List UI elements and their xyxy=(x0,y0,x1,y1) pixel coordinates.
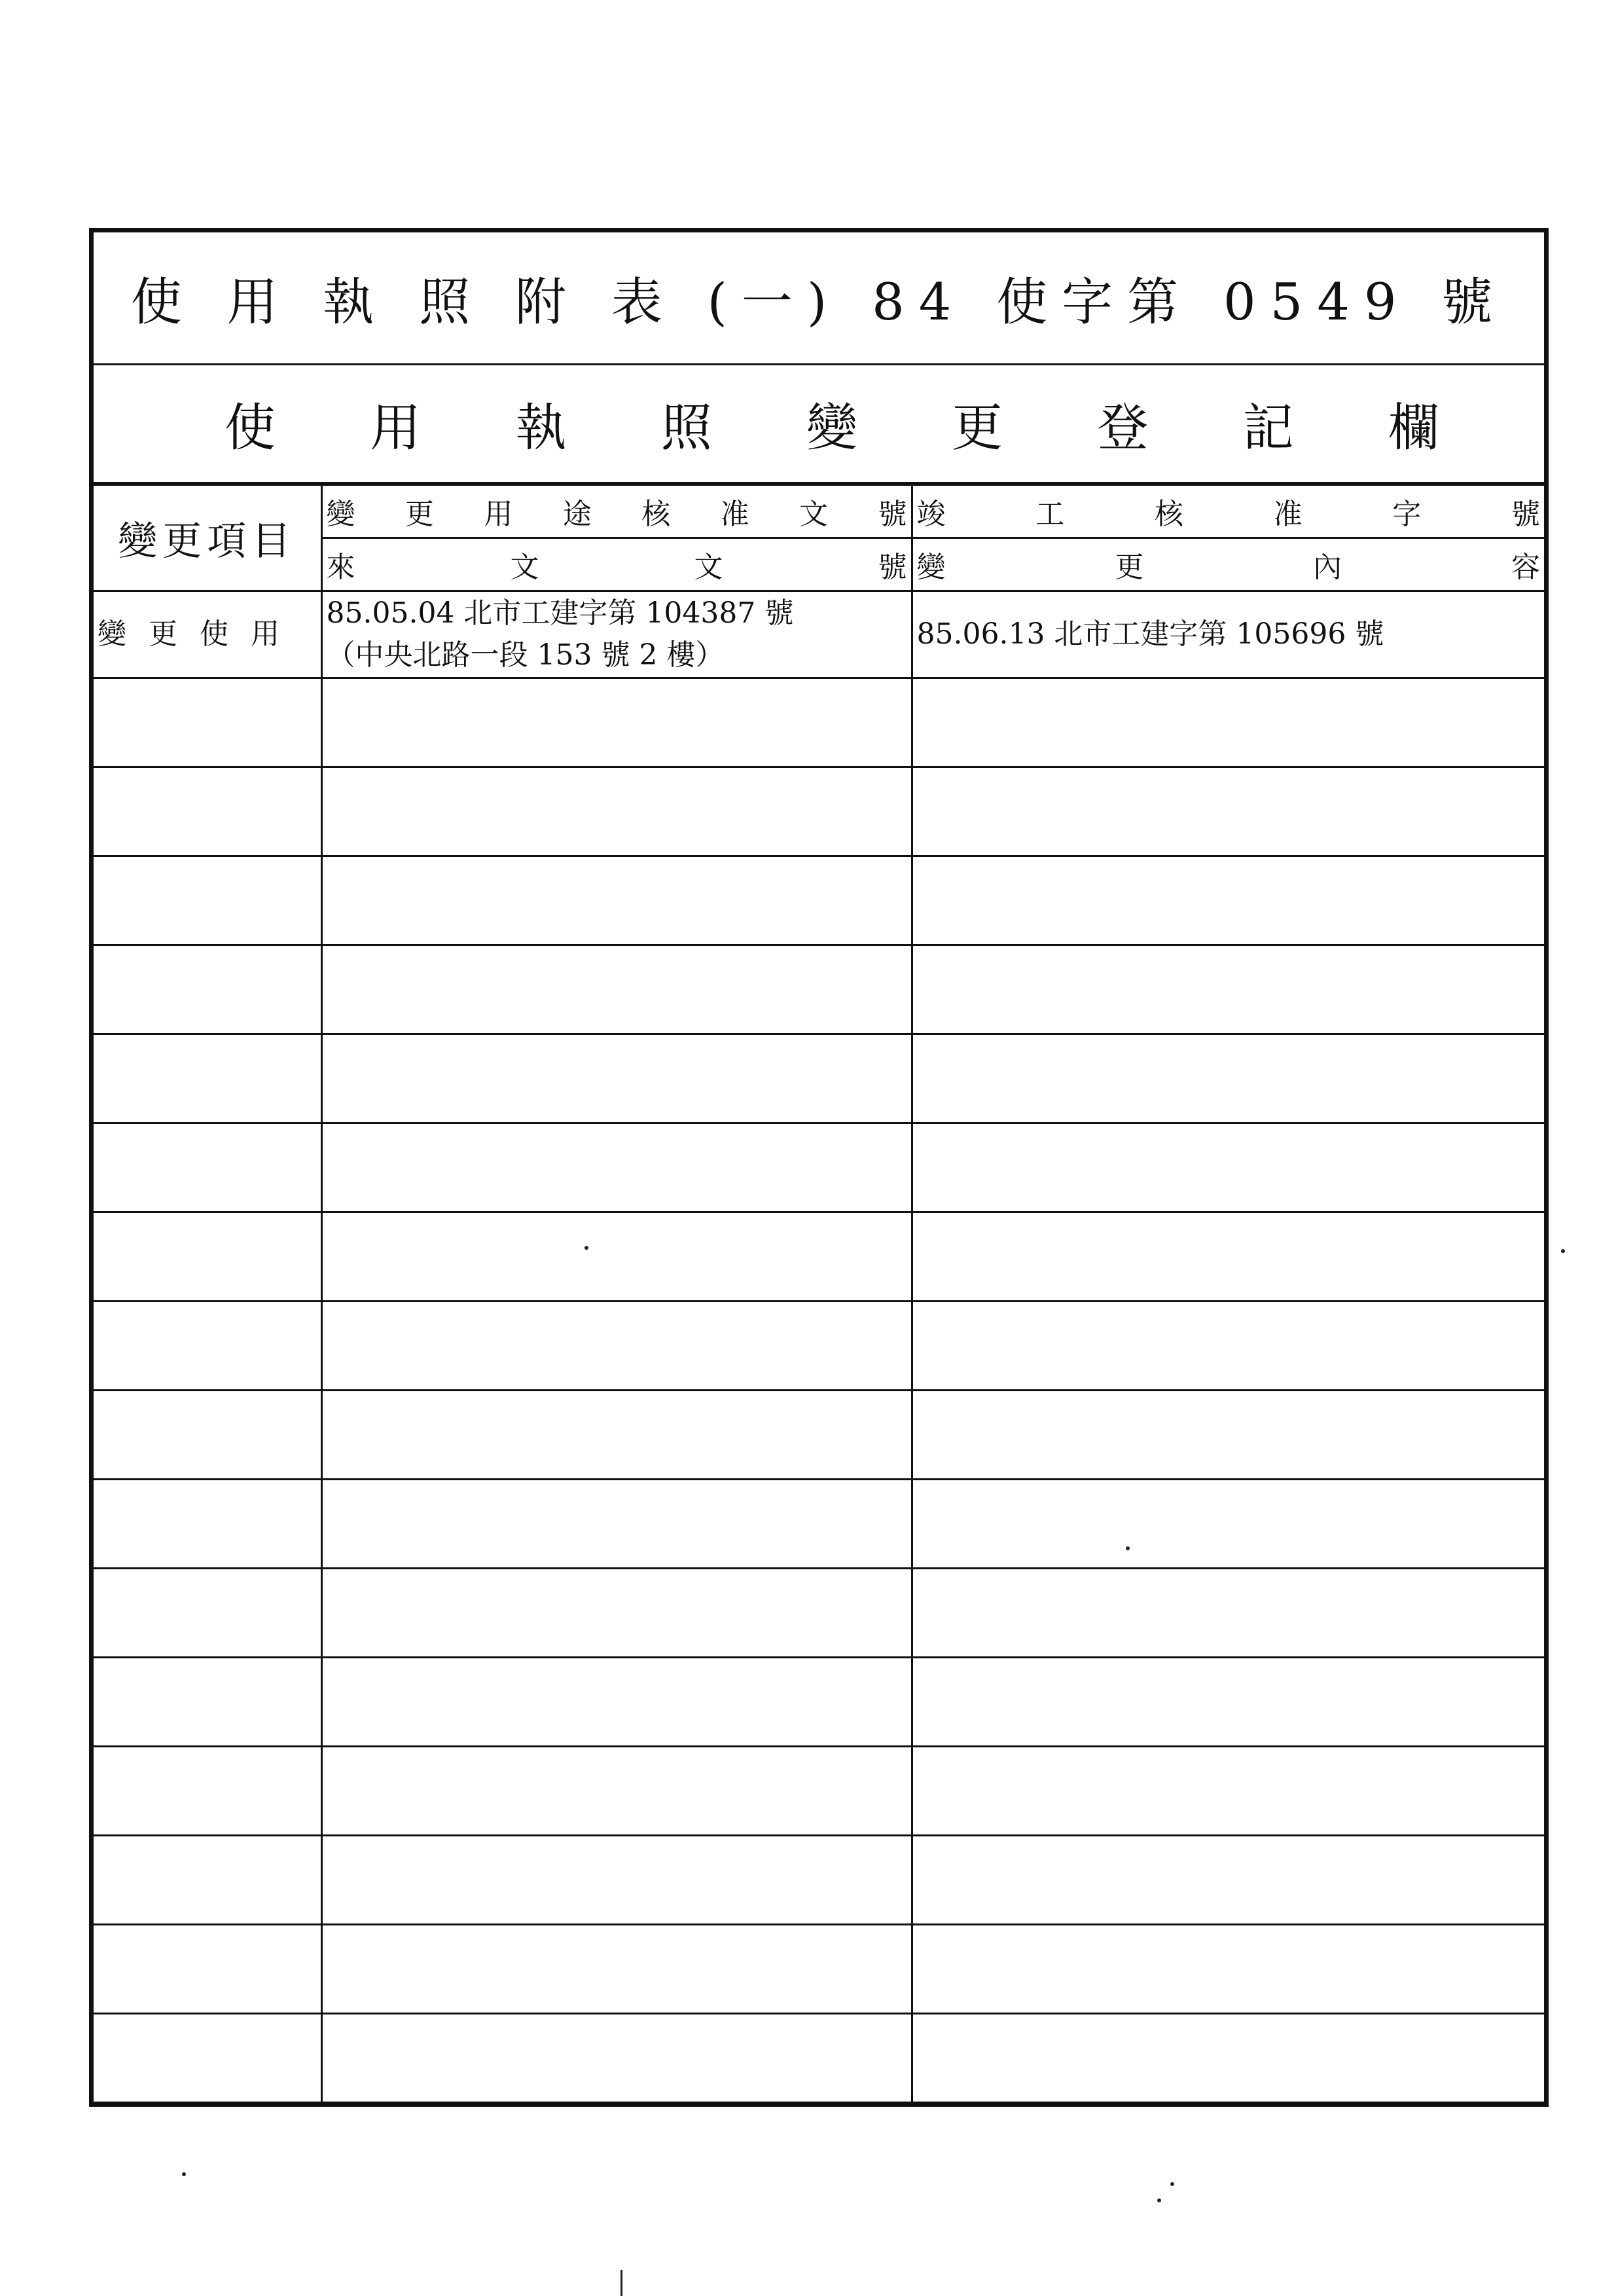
table-row-empty xyxy=(94,1836,1544,1925)
empty-cell xyxy=(321,1836,912,1925)
header-char: 竣 xyxy=(916,498,946,531)
empty-cell xyxy=(94,1836,321,1925)
empty-cell xyxy=(912,1480,1544,1569)
empty-cell xyxy=(94,1302,321,1391)
document-title xyxy=(94,232,1544,365)
empty-cell xyxy=(321,856,912,945)
address-line: （中央北路一段 153 號 2 樓） xyxy=(326,638,725,672)
section-title-char: 變 xyxy=(806,399,857,458)
scan-speck xyxy=(1157,2198,1161,2202)
scan-speck xyxy=(584,1246,588,1250)
header-char: 號 xyxy=(878,498,907,531)
header-char: 變 xyxy=(916,551,946,584)
table-row-empty xyxy=(94,678,1544,767)
header-char: 文 xyxy=(799,498,829,531)
empty-cell xyxy=(912,1034,1544,1123)
approval-doc-cell xyxy=(321,591,912,678)
change-registry-table xyxy=(94,484,1544,2104)
header-char: 核 xyxy=(641,498,671,531)
table-row-empty xyxy=(94,1569,1544,1658)
scan-speck xyxy=(182,2172,186,2176)
change-item-cell: 變 更 使 用 xyxy=(94,591,321,678)
header-char: 准 xyxy=(1273,498,1303,531)
section-title-char: 欄 xyxy=(1388,399,1439,458)
table-row-empty xyxy=(94,1391,1544,1480)
empty-cell xyxy=(912,1747,1544,1836)
empty-cell xyxy=(94,767,321,856)
empty-cell xyxy=(912,1569,1544,1658)
usage-license-form xyxy=(89,228,1549,2107)
empty-cell xyxy=(912,1925,1544,2014)
empty-cell xyxy=(321,678,912,767)
header-char: 准 xyxy=(720,498,749,531)
header-char: 更 xyxy=(1115,551,1144,584)
header-char: 變 xyxy=(326,498,355,531)
table-row-empty xyxy=(94,1034,1544,1123)
header-char: 容 xyxy=(1511,551,1540,584)
empty-cell xyxy=(94,1925,321,2014)
empty-cell xyxy=(94,1123,321,1212)
header-char: 號 xyxy=(878,551,907,584)
scan-speck xyxy=(1126,1546,1130,1550)
empty-cell xyxy=(94,1658,321,1747)
empty-cell xyxy=(321,1123,912,1212)
empty-cell xyxy=(321,767,912,856)
table-row-empty xyxy=(94,1747,1544,1836)
empty-cell xyxy=(94,1480,321,1569)
header-char: 工 xyxy=(1035,498,1065,531)
empty-cell xyxy=(912,945,1544,1034)
empty-cell xyxy=(912,767,1544,856)
header-char: 文 xyxy=(510,551,539,584)
empty-cell xyxy=(94,1569,321,1658)
section-title-char: 使 xyxy=(225,399,276,458)
scan-speck xyxy=(1170,2182,1174,2186)
table-row-empty xyxy=(94,1123,1544,1212)
table-row-empty xyxy=(94,1302,1544,1391)
empty-cell xyxy=(94,945,321,1034)
header-completion-no xyxy=(912,485,1544,538)
table-row-empty xyxy=(94,1925,1544,2014)
empty-cell xyxy=(912,1658,1544,1747)
section-title-char: 更 xyxy=(952,399,1003,458)
empty-cell xyxy=(912,856,1544,945)
section-title-char: 用 xyxy=(370,399,422,458)
header-char: 來 xyxy=(326,551,355,584)
empty-cell xyxy=(321,1569,912,1658)
scan-mark xyxy=(620,2270,622,2296)
empty-cell xyxy=(321,2014,912,2103)
table-row-empty xyxy=(94,767,1544,856)
section-title-char: 記 xyxy=(1242,399,1294,458)
empty-cell xyxy=(912,2014,1544,2103)
empty-cell xyxy=(94,678,321,767)
table-row xyxy=(94,591,1544,678)
section-title-char: 登 xyxy=(1097,399,1149,458)
header-char: 用 xyxy=(484,498,513,531)
empty-cell xyxy=(321,1480,912,1569)
empty-cell xyxy=(912,678,1544,767)
empty-cell xyxy=(912,1123,1544,1212)
header-incoming-doc-no xyxy=(321,538,912,591)
empty-cell xyxy=(321,1925,912,2014)
section-title-char: 執 xyxy=(515,399,567,458)
empty-cell xyxy=(321,1302,912,1391)
table-row-empty xyxy=(94,2014,1544,2103)
table-row-empty xyxy=(94,1480,1544,1569)
empty-cell xyxy=(94,856,321,945)
table-row-empty xyxy=(94,1212,1544,1302)
header-char: 號 xyxy=(1511,498,1540,531)
table-row-empty xyxy=(94,1658,1544,1747)
header-char: 途 xyxy=(562,498,592,531)
empty-cell xyxy=(94,1747,321,1836)
header-char: 內 xyxy=(1313,551,1342,584)
section-title xyxy=(94,365,1544,484)
empty-cell xyxy=(94,1212,321,1302)
header-approval-doc-no xyxy=(321,485,912,538)
empty-cell xyxy=(94,1391,321,1480)
header-change-content xyxy=(912,538,1544,591)
empty-cell xyxy=(94,1034,321,1123)
table-row-empty xyxy=(94,856,1544,945)
empty-rows xyxy=(94,678,1544,2103)
empty-cell xyxy=(912,1302,1544,1391)
empty-cell xyxy=(321,1391,912,1480)
empty-cell xyxy=(321,945,912,1034)
document-title-text: 使 用 執 照 附 表 (一) 84 使字第 0549 號 xyxy=(130,273,1507,332)
header-char: 核 xyxy=(1154,498,1183,531)
header-char: 字 xyxy=(1392,498,1422,531)
scan-speck xyxy=(1561,1249,1565,1253)
empty-cell xyxy=(94,2014,321,2103)
empty-cell xyxy=(912,1212,1544,1302)
approval-doc-line: 85.05.04 北市工建字第 104387 號 xyxy=(326,596,794,630)
empty-cell xyxy=(912,1391,1544,1480)
header-char: 更 xyxy=(404,498,434,531)
empty-cell xyxy=(321,1658,912,1747)
table-row-empty xyxy=(94,945,1544,1034)
table-header-row-top xyxy=(94,485,1544,538)
empty-cell xyxy=(321,1212,912,1302)
empty-cell xyxy=(912,1836,1544,1925)
header-change-item: 變更項目 xyxy=(94,485,321,591)
section-title-char: 照 xyxy=(660,399,712,458)
header-char: 文 xyxy=(694,551,723,584)
empty-cell xyxy=(321,1747,912,1836)
empty-cell xyxy=(321,1034,912,1123)
completion-no-cell: 85.06.13 北市工建字第 105696 號 xyxy=(912,591,1544,678)
